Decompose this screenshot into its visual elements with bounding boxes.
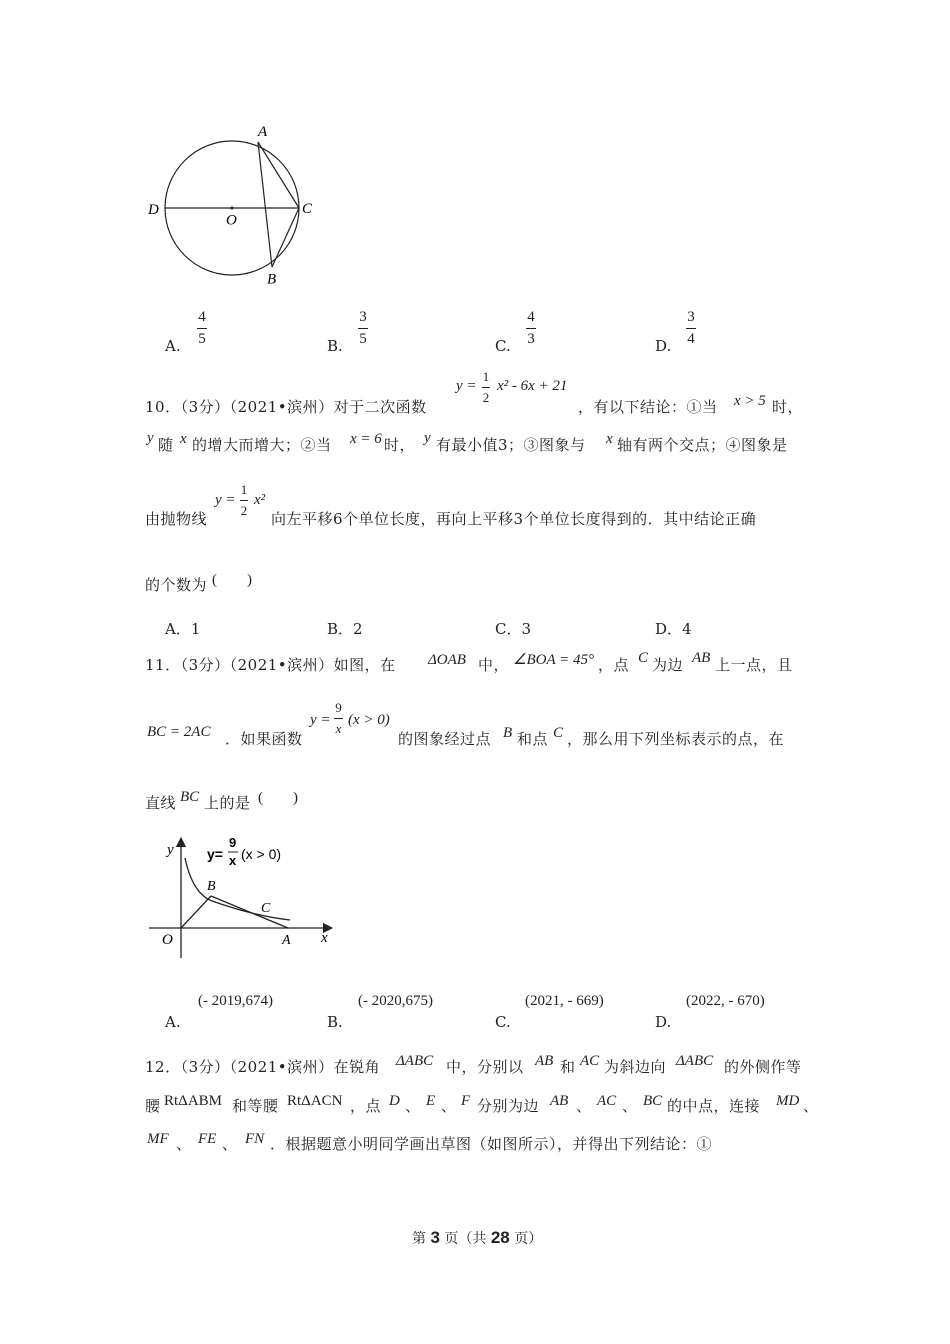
q11-option-c-letter: C.: [495, 1013, 511, 1031]
q10-line2-a: 随: [158, 436, 174, 454]
q11-c: C: [638, 650, 649, 666]
q12-tri: ΔABC: [396, 1053, 434, 1069]
footer-b: 页（共: [444, 1231, 487, 1247]
q10-func-lhs: y =: [456, 378, 477, 394]
q12-line2-d: 分别为边: [477, 1097, 540, 1115]
q12-mf: MF: [147, 1131, 169, 1147]
q10-line3-b: 向左平移6个单位长度，再向上平移3个单位长度得到的．其中结论正确: [271, 510, 757, 528]
q11-answer-paren: ( ): [258, 790, 298, 806]
q12-line1-c: 和: [560, 1058, 576, 1076]
q12-fe: FE: [198, 1131, 217, 1147]
q10-line1-suffix-a: ，有以下结论：①当: [578, 398, 718, 416]
fig-func: y=: [207, 846, 223, 862]
denominator: 3: [527, 331, 535, 347]
q10-line1-prefix: 10．（3分）（2021•滨州）对于二次函数: [145, 398, 427, 416]
q11-option-c-value: (2021, - 669): [525, 993, 604, 1009]
q11-line1-c: ，点: [598, 656, 630, 674]
q11-line1-e: 上一点，且: [715, 656, 793, 674]
q12-sep3: 、: [576, 1097, 592, 1115]
q11-line3-b: 上的是: [204, 794, 251, 812]
q11-ab: AB: [692, 650, 711, 666]
q10-parab-fraction: [240, 482, 248, 519]
q12-sep5: 、: [803, 1097, 819, 1115]
q11-bc-eq: BC = 2AC: [147, 724, 211, 740]
denominator: 2: [240, 503, 248, 518]
q12-line2-b: 和等腰: [232, 1097, 279, 1115]
fig-a: A: [282, 933, 291, 948]
q12-rt2: RtΔACN: [287, 1093, 343, 1109]
q9-option-d-fraction: [686, 309, 696, 348]
q11-line2-a: ．如果函数: [225, 730, 303, 748]
q12-fn: FN: [245, 1131, 265, 1147]
q12-line2-c: ，点: [350, 1097, 382, 1115]
q12-ab2: AB: [550, 1093, 569, 1109]
q11-line1-a: 11．（3分）（2021•滨州）如图，在: [145, 656, 396, 674]
q12-line3: ．根据题意小明同学画出草图（如图所示），并得出下列结论：①: [270, 1135, 713, 1153]
fig-b: B: [207, 879, 216, 894]
numerator: 1: [482, 369, 490, 384]
q12-sep4: 、: [622, 1097, 638, 1115]
q12-ac2: AC: [597, 1093, 617, 1109]
q9-option-a-letter: A.: [165, 337, 181, 355]
circle-figure: [140, 118, 340, 288]
q12-line1-e: 的外侧作等: [724, 1058, 802, 1076]
q9-option-b-fraction: [358, 309, 368, 348]
q11-option-b-letter: B.: [327, 1013, 343, 1031]
fig-c: C: [261, 901, 271, 916]
label-c: C: [302, 201, 313, 217]
q10-func-fraction: [482, 369, 490, 406]
fig-y: y: [167, 842, 174, 858]
fig-fden: x: [229, 853, 237, 868]
q12-sep2: 、: [441, 1097, 457, 1115]
q12-ab: AB: [535, 1053, 554, 1069]
q10-cond1: x > 5: [734, 393, 766, 409]
hyperbola-figure: [145, 830, 340, 960]
q10-line2-x2: x: [606, 431, 613, 447]
label-a: A: [258, 124, 268, 140]
q10-line2-e: 轴有两个交点；④图象是: [617, 436, 788, 454]
q10-line2-c: 时，: [384, 436, 416, 454]
segment-ob: [181, 896, 211, 928]
q10-option-c[interactable]: C．3: [495, 620, 532, 638]
center-dot: [231, 207, 234, 210]
q11-line2-d: ，那么用下列坐标表示的点，在: [567, 730, 785, 748]
segment-ba: [211, 896, 288, 928]
denominator: 4: [687, 331, 695, 347]
q11-c-pt: C: [553, 725, 564, 741]
q11-option-a-value: (- 2019,674): [198, 993, 273, 1009]
q11-option-b-value: (- 2020,675): [358, 993, 433, 1009]
q12-e: E: [426, 1093, 436, 1109]
label-b: B: [267, 271, 277, 288]
q12-md: MD: [776, 1093, 800, 1109]
q10-line2-b: 的增大而增大；②当: [192, 436, 332, 454]
q11-line2-b: 的图象经过点: [398, 730, 492, 748]
q10-option-b[interactable]: B．2: [327, 620, 363, 638]
q12-line2-a: 腰: [145, 1097, 161, 1115]
q11-line3-a: 直线: [145, 794, 177, 812]
q12-tri2: ΔABC: [676, 1053, 714, 1069]
q12-line2-e: 的中点，连接: [667, 1097, 761, 1115]
q10-line1-suffix-b: 时，: [772, 398, 804, 416]
q10-option-d[interactable]: D．4: [655, 620, 692, 638]
numerator: 4: [527, 309, 535, 325]
q12-sep6: 、: [176, 1135, 192, 1153]
q12-rt1: RtΔABM: [164, 1093, 222, 1109]
q12-f: F: [461, 1093, 471, 1109]
chord-bc: [272, 208, 299, 267]
fig-fnum: 9: [229, 835, 237, 850]
q11-b-pt: B: [503, 725, 513, 741]
q11-line1-d: 为边: [652, 656, 684, 674]
q12-line1-a: 12．（3分）（2021•滨州）在锐角: [145, 1058, 381, 1076]
q11-option-d-value: (2022, - 670): [686, 993, 765, 1009]
denominator: 5: [359, 331, 367, 347]
q10-func-rest: x² - 6x + 21: [497, 378, 568, 394]
q10-parab-lhs: y =: [215, 492, 236, 508]
q9-option-b-letter: B.: [327, 337, 343, 355]
q11-line1-b: 中，: [478, 656, 510, 674]
numerator: 9: [335, 700, 342, 715]
q9-option-d-letter: D.: [655, 337, 672, 355]
q11-bc: BC: [180, 789, 200, 805]
fig-o: O: [162, 932, 173, 948]
q11-tri: ΔOAB: [428, 652, 466, 668]
hyperbola-curve: [185, 858, 290, 920]
footer-c: 页）: [514, 1231, 543, 1247]
numerator: 1: [240, 482, 248, 497]
numerator: 3: [687, 309, 695, 325]
q11-option-a-letter: A.: [165, 1013, 181, 1031]
q11-option-d-letter: D.: [655, 1013, 672, 1031]
q11-func-cond: (x > 0): [348, 712, 390, 728]
q12-bc: BC: [643, 1093, 663, 1109]
q12-sep7: 、: [222, 1135, 238, 1153]
q10-line3-a: 由抛物线: [145, 510, 208, 528]
q10-line2-y2: y: [424, 430, 431, 446]
q11-line2-c: 和点: [517, 730, 549, 748]
q12-line1-b: 中，分别以: [446, 1058, 524, 1076]
q9-option-c-fraction: [526, 309, 536, 348]
q9-option-a-fraction: [197, 309, 207, 348]
footer-page: 3: [430, 1228, 440, 1247]
fig-fcond: (x > 0): [241, 846, 282, 862]
label-d: D: [148, 202, 159, 218]
q10-line2-d: 有最小值3；③图象与: [436, 436, 586, 454]
q11-func-lhs: y =: [310, 712, 331, 728]
numerator: 4: [198, 309, 206, 325]
fig-x: x: [321, 930, 328, 946]
q11-func-fraction: [334, 700, 343, 737]
q9-option-c-letter: C.: [495, 337, 511, 355]
footer-a: 第: [412, 1231, 426, 1247]
page-footer: [412, 1228, 542, 1248]
label-o: O: [226, 212, 237, 229]
q10-cond2: x = 6: [350, 431, 382, 447]
denominator: x: [335, 721, 342, 736]
denominator: 5: [198, 331, 206, 347]
q10-parab-rest: x²: [254, 492, 266, 508]
q10-line2-y: y: [147, 430, 154, 446]
q12-ac: AC: [580, 1053, 600, 1069]
q11-angle: ∠BOA = 45°: [513, 652, 594, 668]
q10-answer-paren: ( ): [212, 572, 252, 588]
q10-line4: 的个数为: [145, 576, 208, 594]
q12-sep1: 、: [405, 1097, 421, 1115]
footer-total: 28: [490, 1228, 510, 1247]
q10-line2-x: x: [180, 431, 187, 447]
numerator: 3: [359, 309, 367, 325]
q10-option-a[interactable]: A．1: [165, 620, 201, 638]
q12-line1-d: 为斜边向: [604, 1058, 667, 1076]
denominator: 2: [482, 390, 490, 405]
q12-d: D: [389, 1093, 400, 1109]
